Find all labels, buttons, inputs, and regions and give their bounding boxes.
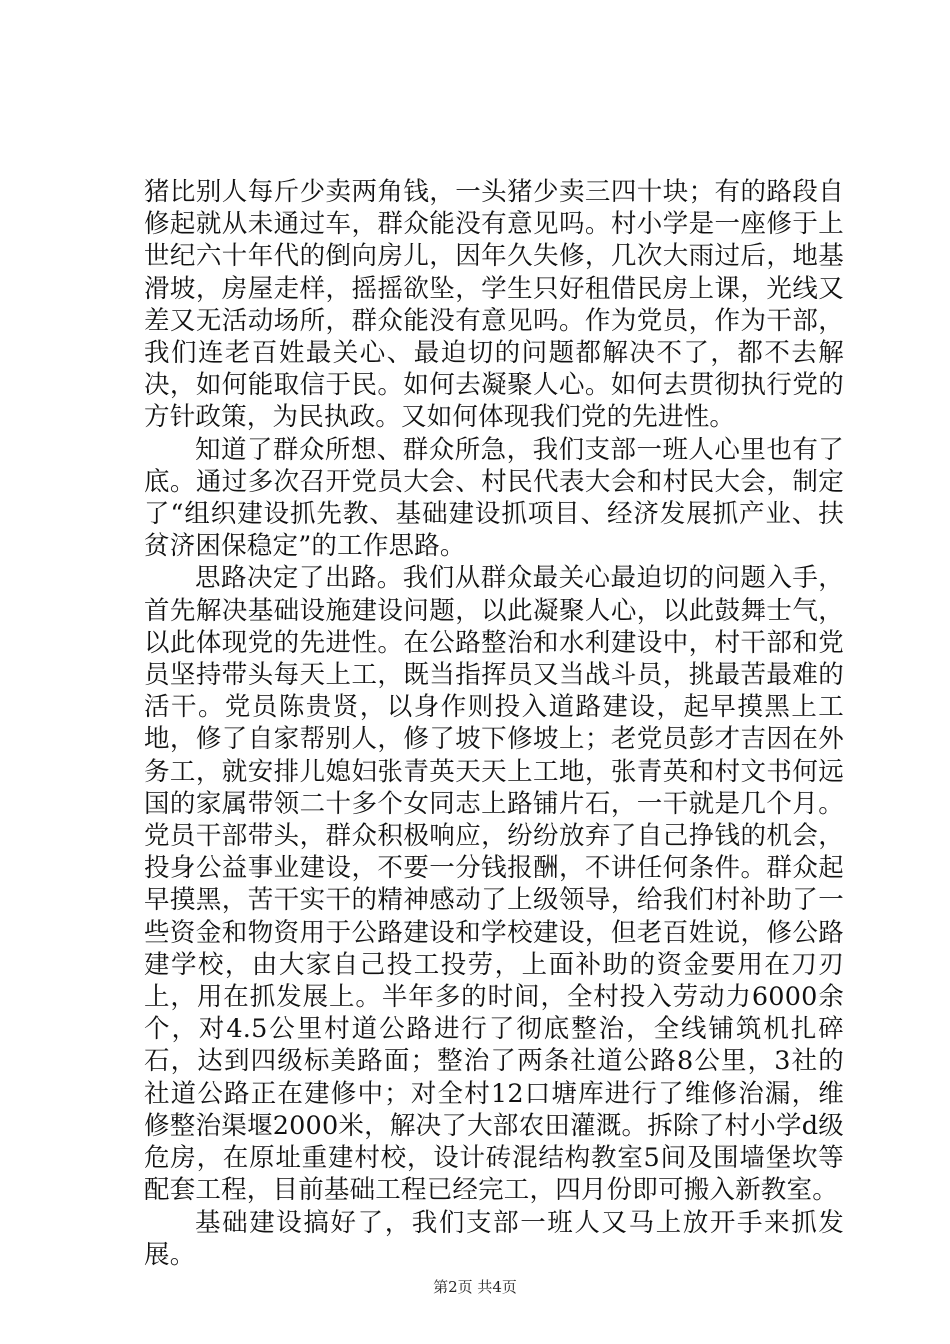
paragraph-2: 知道了群众所想、群众所急，我们支部一班人心里也有了底。通过多次召开党员大会、村民代表大会和村民大会，制定了“组织建设抓先教、基础建设抓项目、经济发展抓产业、扶贫济困保稳定”的工作思路。 bbox=[144, 434, 844, 562]
paragraph-1: 猪比别人每斤少卖两角钱，一头猪少卖三四十块；有的路段自修起就从未通过车，群众能没有意见吗。村小学是一座修于上世纪六十年代的倒向房儿，因年久失修，几次大雨过后，地基滑坡，房屋走样，摇摇欲坠，学生只好租借民房上课，光线又差又无活动场所，群众能没有意见吗。作为党员，作为干部，我们连老百姓最关心、最迫切的问题都解决不了，都不去解决，如何能取信于民。如何去凝聚人心。如何去贯彻执行党的方针政策，为民执政。又如何体现我们党的先进性。 bbox=[144, 177, 844, 433]
document-body bbox=[144, 176, 844, 1271]
page-number-footer: 第2页 共4页 bbox=[433, 1278, 517, 1296]
paragraph-3: 思路决定了出路。我们从群众最关心最迫切的问题入手，首先解决基础设施建设问题，以此凝聚人心，以此鼓舞士气，以此体现党的先进性。在公路整治和水利建设中，村干部和党员坚持带头每天上工，既当指挥员又当战斗员，挑最苦最难的活干。党员陈贵贤，以身作则投入道路建设，起早摸黑上工地，修了自家帮别人，修了坡下修坡上；老党员彭才吉因在外务工，就安排儿媳妇张青英天天上工地，张青英和村文书何远国的家属带领二十多个女同志上路铺片石，一干就是几个月。党员干部带头，群众积极响应，纷纷放弃了自己挣钱的机会，投身公益事业建设，不要一分钱报酬，不讲任何条件。群众起早摸黑，苦干实干的精神感动了上级领导，给我们村补助了一些资金和物资用于公路建设和学校建设，但老百姓说，修公路建学校，由大家自己投工投劳，上面补助的资金要用在刀刃上，用在抓发展上。半年多的时间，全村投入劳动力6000余个，对4.5公里村道公路进行了彻底整治，全线铺筑机扎碎石，达到四级标美路面；整治了两条社道公路8公里，3社的社道公路正在建修中；对全村12口塘库进行了维修治漏，维修整治渠堰2000米，解决了大部农田灌溉。拆除了村小学d级危房，在原址重建村校，设计砖混结构教室5间及围墙堡坎等配套工程，目前基础工程已经完工，四月份即可搬入新教室。 bbox=[144, 563, 844, 1206]
paragraph-4: 基础建设搞好了，我们支部一班人又马上放开手来抓发展。 bbox=[144, 1207, 844, 1270]
